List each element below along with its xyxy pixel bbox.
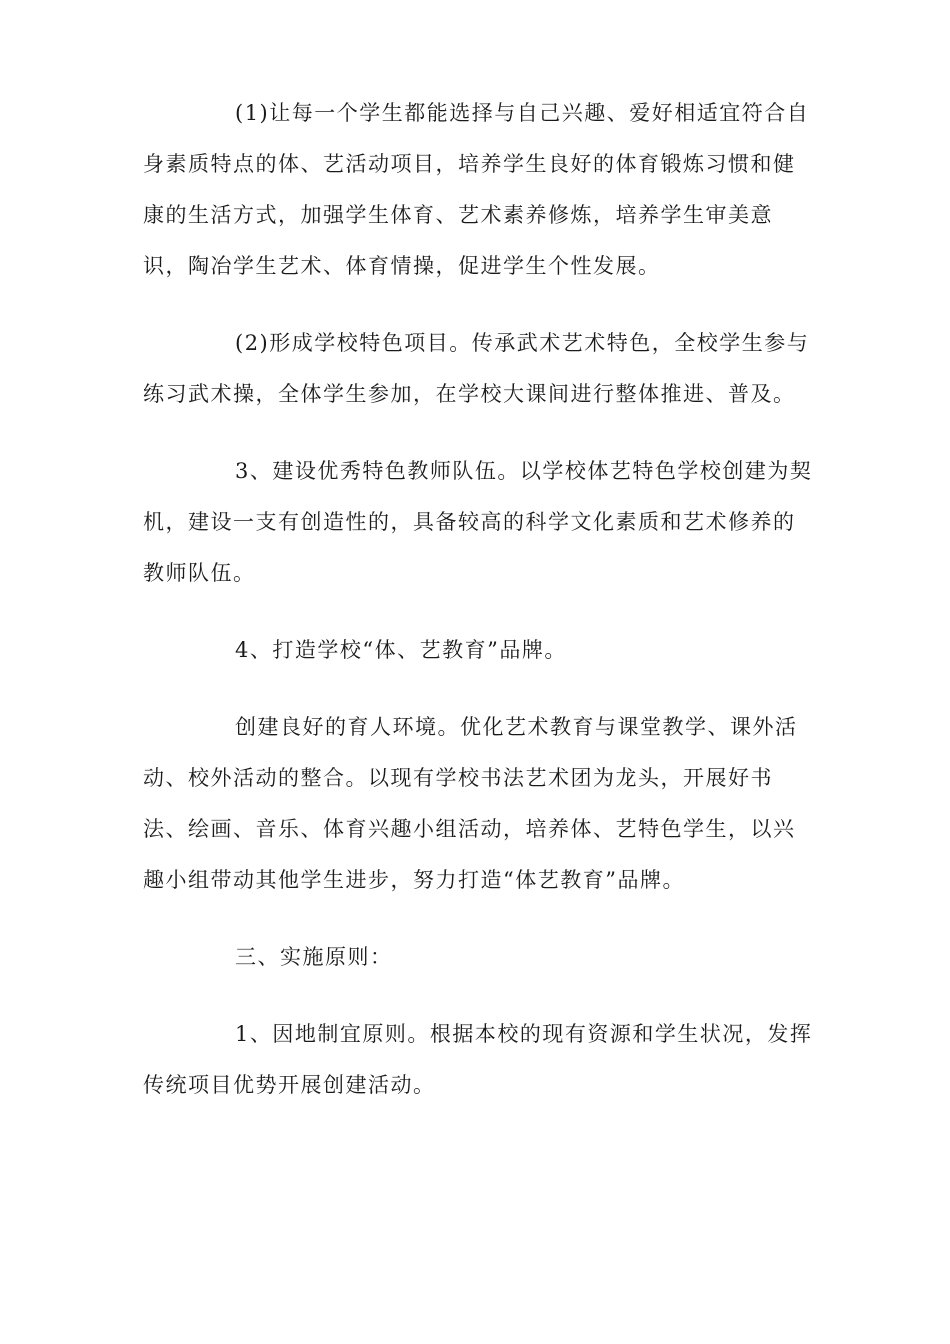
paragraph-6-heading <box>143 932 807 983</box>
paragraph-5 <box>143 702 807 906</box>
text-line: 传统项目优势开展创建活动。 <box>143 1073 436 1097</box>
document-page <box>143 88 813 1111</box>
text-line: 动、校外活动的整合。以现有学校书法艺术团为龙头，开展好书 <box>143 766 773 790</box>
text-line: 练习武术操，全体学生参加，在学校大课间进行整体推进、普及。 <box>143 382 796 406</box>
text-line: 身素质特点的体、艺活动项目，培养学生良好的体育锻炼习惯和健 <box>143 152 796 176</box>
text-line: 教师队伍。 <box>143 561 256 585</box>
text-line: 识，陶冶学生艺术、体育情操，促进学生个性发展。 <box>143 254 661 278</box>
text-line: 4、打造学校“体、艺教育”品牌。 <box>235 638 567 662</box>
text-line: 康的生活方式，加强学生体育、艺术素养修炼，培养学生审美意 <box>143 203 773 227</box>
paragraph-1 <box>143 88 810 292</box>
text-line: 3、建设优秀特色教师队伍。以学校体艺特色学校创建为契 <box>235 459 813 483</box>
text-line: 机，建设一支有创造性的，具备较高的科学文化素质和艺术修养的 <box>143 510 796 534</box>
paragraph-3 <box>143 446 813 599</box>
text-line: 创建良好的育人环境。优化艺术教育与课堂教学、课外活 <box>235 715 798 739</box>
text-line: 1、因地制宜原则。根据本校的现有资源和学生状况，发挥 <box>235 1022 813 1046</box>
paragraph-7 <box>143 1009 813 1111</box>
text-line: (1)让每一个学生都能选择与自己兴趣、爱好相适宜符合自 <box>235 101 810 125</box>
paragraph-2 <box>143 318 810 420</box>
section-heading: 三、实施原则： <box>235 945 393 969</box>
text-line: 法、绘画、音乐、体育兴趣小组活动，培养体、艺特色学生，以兴 <box>143 817 796 841</box>
text-line: 趣小组带动其他学生进步，努力打造“体艺教育”品牌。 <box>143 868 685 892</box>
text-line: (2)形成学校特色项目。传承武术艺术特色，全校学生参与 <box>235 331 810 355</box>
paragraph-4 <box>143 625 807 676</box>
